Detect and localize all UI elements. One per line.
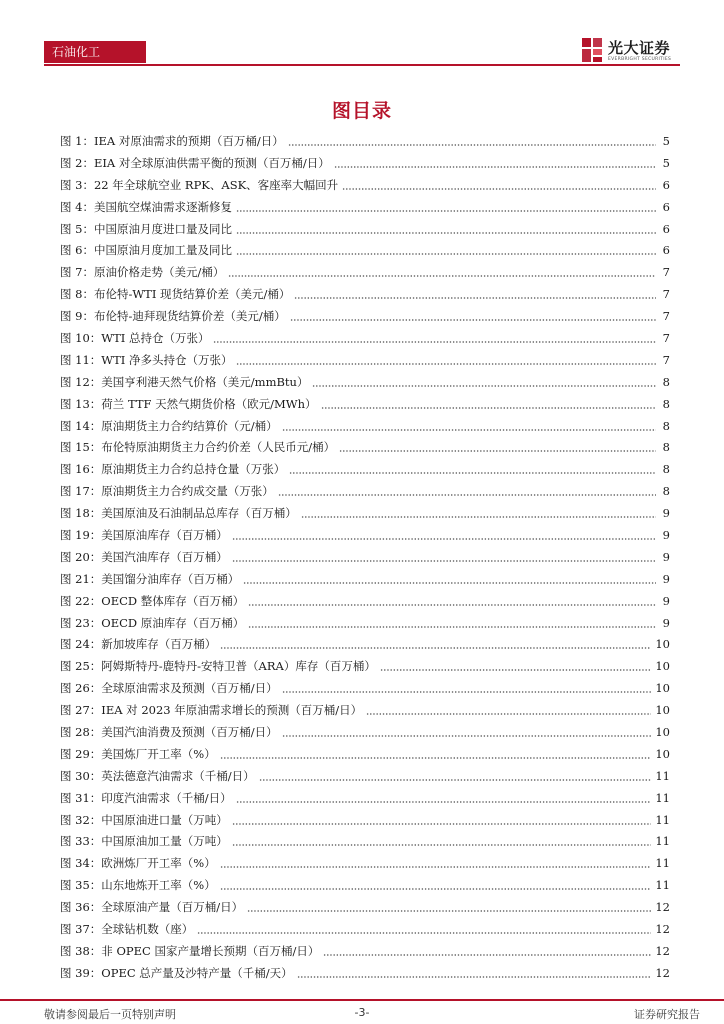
toc-entry-page[interactable]: 11 — [655, 856, 670, 871]
toc-entry-label[interactable]: 图 37：全球钻机数（座） — [60, 922, 194, 936]
toc-leader-dots — [282, 734, 652, 738]
toc-entry[interactable] — [60, 721, 670, 743]
toc-entry-page[interactable]: 7 — [662, 330, 670, 345]
toc-leader-dots — [289, 471, 656, 475]
toc-entry[interactable] — [60, 502, 670, 524]
toc-leader-dots — [232, 559, 656, 563]
toc-entry[interactable] — [60, 787, 670, 809]
toc-leader-dots — [288, 143, 656, 147]
toc-entry-page[interactable]: 9 — [662, 527, 670, 542]
report-type: 证券研究报告 — [634, 1008, 700, 1021]
section-tag: 石油化工 — [44, 41, 146, 63]
toc-entry-label[interactable]: 图 38：非 OPEC 国家产量增长预期（百万桶/日） — [60, 943, 320, 958]
toc-entry-label[interactable]: 图 3：22 年全球航空业 RPK、ASK、客座率大幅回升 — [60, 177, 339, 192]
toc-entry-page[interactable]: 7 — [662, 287, 670, 302]
figure-table-of-contents — [60, 130, 670, 984]
toc-entry[interactable] — [60, 765, 670, 787]
logo-subtitle: EVERBRIGHT SECURITIES — [608, 57, 672, 62]
toc-entry-page[interactable]: 8 — [662, 462, 670, 477]
toc-entry-label[interactable]: 图 30：英法德意汽油需求（千桶/日） — [60, 768, 255, 783]
toc-entry-label[interactable]: 图 6：中国原油月度加工量及同比 — [60, 243, 232, 258]
toc-entry[interactable] — [60, 415, 670, 437]
toc-leader-dots — [248, 625, 656, 629]
toc-leader-dots — [339, 449, 656, 453]
toc-entry-label[interactable]: 图 19：美国原油库存（百万桶） — [60, 527, 228, 542]
toc-entry-label[interactable]: 图 14：原油期货主力合约结算价（元/桶） — [60, 418, 278, 433]
toc-leader-dots — [236, 362, 656, 366]
toc-entry-page[interactable]: 11 — [655, 768, 670, 783]
toc-entry-label[interactable]: 图 7：原油价格走势（美元/桶） — [60, 265, 225, 280]
toc-leader-dots — [380, 668, 652, 672]
toc-entry[interactable] — [60, 655, 670, 677]
toc-entry-label[interactable]: 图 21：美国馏分油库存（百万桶） — [60, 571, 240, 586]
page-number: -3- — [354, 1006, 370, 1019]
toc-entry-page[interactable]: 10 — [655, 681, 670, 696]
toc-entry-page[interactable]: 12 — [655, 922, 670, 936]
toc-entry[interactable] — [60, 261, 670, 283]
toc-leader-dots — [247, 909, 651, 913]
toc-entry-page[interactable]: 9 — [662, 549, 670, 564]
toc-entry-page[interactable]: 8 — [662, 484, 670, 499]
toc-entry-label[interactable]: 图 5：中国原油月度进口量及同比 — [60, 221, 232, 236]
toc-entry-page[interactable]: 9 — [662, 593, 670, 608]
toc-entry-page[interactable]: 11 — [655, 812, 670, 827]
toc-entry-page[interactable]: 8 — [662, 440, 670, 455]
toc-entry-page[interactable]: 7 — [662, 265, 670, 280]
toc-leader-dots — [321, 406, 656, 410]
toc-entry-label[interactable]: 图 34：欧洲炼厂开工率（%） — [60, 856, 216, 871]
toc-entry[interactable] — [60, 940, 670, 962]
toc-leader-dots — [220, 887, 652, 891]
toc-leader-dots — [236, 209, 656, 213]
toc-leader-dots — [236, 252, 656, 256]
toc-entry-label[interactable]: 图 9：布伦特-迪拜现货结算价差（美元/桶） — [60, 309, 286, 324]
toc-entry-page[interactable]: 6 — [662, 199, 670, 214]
toc-entry[interactable] — [60, 130, 670, 152]
toc-leader-dots — [297, 975, 652, 979]
toc-entry-label[interactable]: 图 17：原油期货主力合约成交量（万张） — [60, 484, 274, 499]
toc-entry-page[interactable]: 9 — [662, 571, 670, 586]
toc-entry-page[interactable]: 7 — [662, 352, 670, 367]
toc-entry-label[interactable]: 图 32：中国原油进口量（万吨） — [60, 812, 228, 827]
toc-leader-dots — [278, 493, 656, 497]
toc-entry-page[interactable]: 8 — [662, 374, 670, 389]
toc-entry-label[interactable]: 图 23：OECD 原油库存（百万桶） — [60, 615, 245, 630]
toc-entry[interactable] — [60, 612, 670, 634]
toc-leader-dots — [220, 646, 651, 650]
toc-entry-page[interactable]: 10 — [655, 703, 670, 718]
toc-entry-label[interactable]: 图 25：阿姆斯特丹-鹿特丹-安特卫普（ARA）库存（百万桶） — [60, 659, 376, 674]
toc-entry[interactable] — [60, 743, 670, 765]
toc-entry[interactable] — [60, 524, 670, 546]
toc-entry-page[interactable]: 8 — [662, 418, 670, 433]
toc-entry[interactable] — [60, 568, 670, 590]
disclaimer-note: 敬请参阅最后一页特别声明 — [44, 1008, 176, 1021]
toc-entry-page[interactable]: 10 — [655, 659, 670, 674]
toc-entry[interactable] — [60, 546, 670, 568]
toc-entry-page[interactable]: 10 — [655, 724, 670, 739]
toc-entry[interactable] — [60, 174, 670, 196]
toc-entry[interactable] — [60, 852, 670, 874]
toc-entry[interactable] — [60, 677, 670, 699]
toc-entry-page[interactable]: 11 — [655, 790, 670, 805]
toc-leader-dots — [342, 187, 656, 191]
toc-entry-label[interactable]: 图 22：OECD 整体库存（百万桶） — [60, 593, 245, 608]
toc-entry-page[interactable]: 11 — [655, 878, 670, 893]
toc-entry[interactable] — [60, 590, 670, 612]
toc-leader-dots — [290, 318, 656, 322]
toc-entry[interactable] — [60, 327, 670, 349]
toc-entry[interactable] — [60, 809, 670, 831]
toc-leader-dots — [232, 822, 652, 826]
company-logo — [580, 36, 684, 66]
toc-leader-dots — [220, 865, 652, 869]
toc-leader-dots — [243, 581, 656, 585]
toc-entry[interactable] — [60, 436, 670, 458]
toc-leader-dots — [232, 537, 656, 541]
toc-entry-label[interactable]: 图 20：美国汽油库存（百万桶） — [60, 549, 228, 564]
toc-entry-page[interactable]: 12 — [655, 965, 670, 980]
toc-entry-page[interactable]: 10 — [655, 746, 670, 761]
toc-entry[interactable] — [60, 896, 670, 918]
toc-leader-dots — [220, 756, 652, 760]
toc-leader-dots — [294, 296, 656, 300]
toc-leader-dots — [213, 340, 656, 344]
toc-entry-page[interactable]: 9 — [662, 615, 670, 630]
toc-entry-label[interactable]: 图 24：新加坡库存（百万桶） — [60, 637, 217, 652]
toc-entry-label[interactable]: 图 36：全球原油产量（百万桶/日） — [60, 900, 244, 915]
toc-leader-dots — [301, 515, 656, 519]
toc-entry-page[interactable]: 6 — [662, 221, 670, 236]
toc-entry-label[interactable]: 图 28：美国汽油消费及预测（百万桶/日） — [60, 724, 278, 739]
toc-entry-label[interactable]: 图 18：美国原油及石油制品总库存（百万桶） — [60, 506, 297, 521]
toc-entry-label[interactable]: 图 4：美国航空煤油需求逐渐修复 — [60, 199, 232, 214]
toc-entry[interactable] — [60, 239, 670, 261]
toc-entry[interactable] — [60, 371, 670, 393]
toc-entry-page[interactable]: 8 — [662, 396, 670, 411]
toc-entry-page[interactable]: 5 — [662, 133, 670, 148]
logo-name: 光大证券 — [608, 39, 671, 57]
toc-entry-label[interactable]: 图 33：中国原油加工量（万吨） — [60, 834, 228, 849]
toc-entry-label[interactable]: 图 13：荷兰 TTF 天然气期货价格（欧元/MWh） — [60, 396, 317, 411]
toc-entry-label[interactable]: 图 2：EIA 对全球原油供需平衡的预测（百万桶/日） — [60, 155, 330, 170]
toc-leader-dots — [366, 712, 651, 716]
toc-leader-dots — [236, 800, 652, 804]
toc-entry[interactable] — [60, 196, 670, 218]
toc-entry-label[interactable]: 图 26：全球原油需求及预测（百万桶/日） — [60, 681, 278, 696]
toc-entry[interactable] — [60, 480, 670, 502]
toc-entry-page[interactable]: 6 — [662, 177, 670, 192]
toc-entry-page[interactable]: 10 — [655, 637, 670, 652]
toc-entry-page[interactable]: 6 — [662, 243, 670, 258]
toc-entry-page[interactable]: 7 — [662, 309, 670, 324]
toc-entry[interactable] — [60, 283, 670, 305]
toc-leader-dots — [232, 843, 652, 847]
toc-leader-dots — [282, 690, 652, 694]
toc-entry[interactable] — [60, 349, 670, 371]
toc-entry-label[interactable]: 图 29：美国炼厂开工率（%） — [60, 746, 216, 761]
toc-entry-page[interactable]: 12 — [655, 943, 670, 958]
toc-entry-page[interactable]: 9 — [662, 506, 670, 521]
toc-entry[interactable] — [60, 218, 670, 240]
toc-entry-label[interactable]: 图 11：WTI 净多头持仓（万张） — [60, 352, 233, 367]
toc-entry[interactable] — [60, 874, 670, 896]
toc-entry-page[interactable]: 12 — [655, 900, 670, 915]
toc-leader-dots — [259, 778, 652, 782]
toc-leader-dots — [197, 931, 651, 935]
toc-entry-page[interactable]: 11 — [655, 834, 670, 849]
toc-entry-label[interactable]: 图 16：原油期货主力合约总持仓量（万张） — [60, 462, 286, 477]
toc-entry[interactable] — [60, 918, 670, 940]
toc-leader-dots — [323, 953, 651, 957]
toc-leader-dots — [236, 231, 656, 235]
toc-entry[interactable] — [60, 633, 670, 655]
toc-leader-dots — [282, 428, 656, 432]
everbright-logo-icon — [580, 36, 604, 64]
toc-entry-label[interactable]: 图 8：布伦特-WTI 现货结算价差（美元/桶） — [60, 287, 291, 302]
toc-entry-label[interactable]: 图 10：WTI 总持仓（万张） — [60, 330, 210, 345]
toc-entry[interactable] — [60, 699, 670, 721]
toc-entry-label[interactable]: 图 27：IEA 对 2023 年原油需求增长的预测（百万桶/日） — [60, 703, 363, 718]
toc-entry[interactable] — [60, 152, 670, 174]
toc-leader-dots — [228, 274, 656, 278]
toc-leader-dots — [334, 165, 656, 169]
toc-entry-label[interactable]: 图 12：美国亨利港天然气价格（美元/mmBtu） — [60, 374, 309, 389]
toc-entry[interactable] — [60, 393, 670, 415]
toc-entry[interactable] — [60, 458, 670, 480]
toc-leader-dots — [248, 603, 656, 607]
page-title: 图目录 — [331, 100, 392, 122]
toc-entry-label[interactable]: 图 39：OPEC 总产量及沙特产量（千桶/天） — [60, 965, 293, 980]
toc-entry[interactable] — [60, 305, 670, 327]
toc-entry[interactable] — [60, 831, 670, 853]
footer-divider — [0, 999, 724, 1001]
toc-entry-label[interactable]: 图 35：山东地炼开工率（%） — [60, 878, 216, 893]
toc-entry-page[interactable]: 5 — [662, 155, 670, 170]
toc-entry-label[interactable]: 图 31：印度汽油需求（千桶/日） — [60, 790, 232, 805]
toc-entry-label[interactable]: 图 15：布伦特原油期货主力合约价差（人民币元/桶） — [60, 440, 336, 455]
toc-entry-label[interactable]: 图 1：IEA 对原油需求的预期（百万桶/日） — [60, 133, 284, 148]
toc-leader-dots — [312, 384, 656, 388]
toc-entry[interactable] — [60, 962, 670, 984]
